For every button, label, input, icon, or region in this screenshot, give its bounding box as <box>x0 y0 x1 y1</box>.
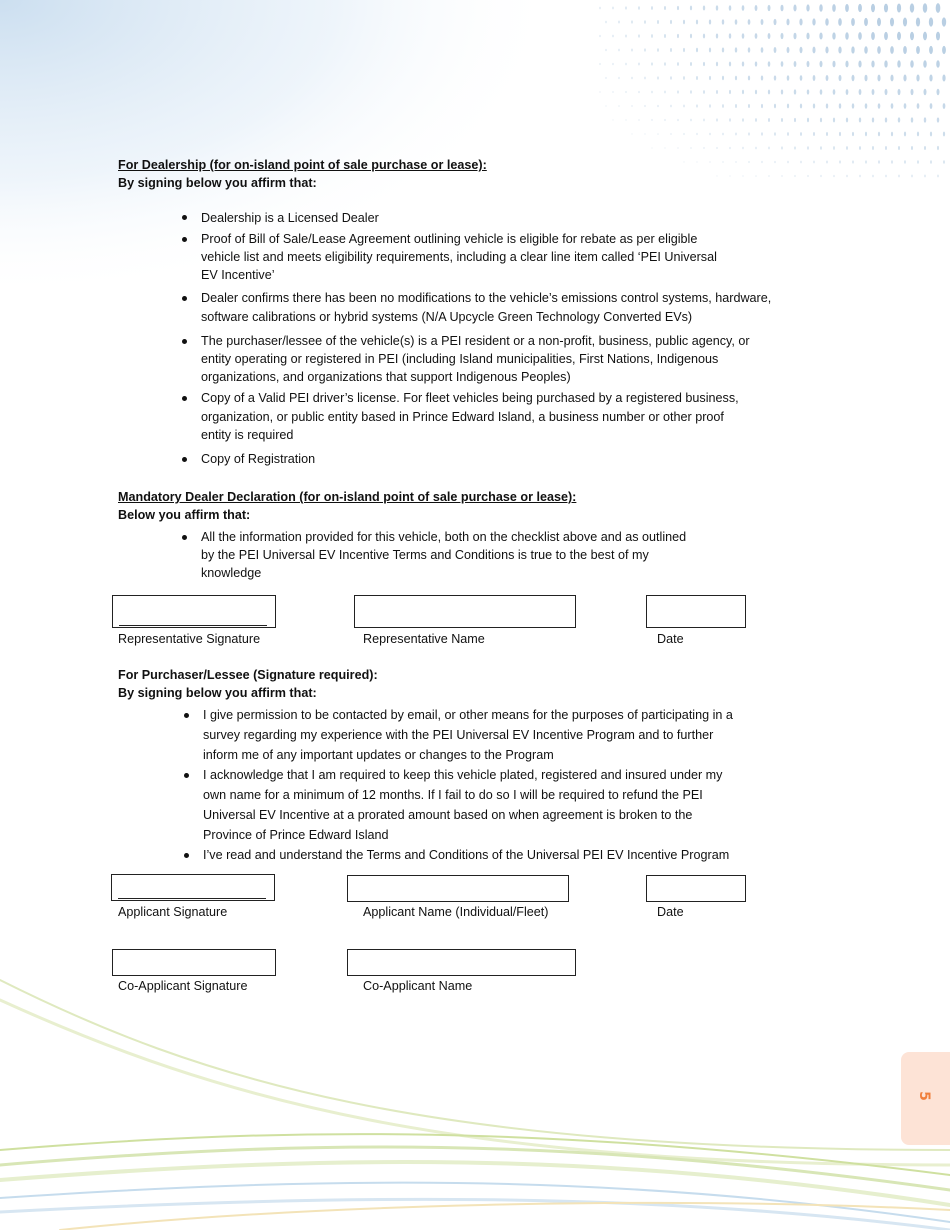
list-item: organization, or public entity based in Prince Edward Island, a business number or other proof <box>201 410 724 424</box>
list-item: own name for a minimum of 12 months. If I fail to do so I will be required to refund the PEI <box>203 788 703 802</box>
co-applicant-signature-field[interactable] <box>112 949 276 976</box>
list-item: inform me of any important updates or changes to the Program <box>203 748 554 762</box>
list-item: Universal EV Incentive at a prorated amount based on when agreement is broken to the <box>203 808 693 822</box>
list-item: knowledge <box>201 566 262 580</box>
representative-date-field[interactable] <box>646 595 746 628</box>
list-item: Copy of Registration <box>201 452 316 466</box>
list-item: entity operating or registered in PEI (including Island municipalities, First Nations, Indigenous <box>201 352 719 366</box>
dealership-affirm: By signing below you affirm that: <box>118 176 317 190</box>
list-item: I acknowledge that I am required to keep this vehicle plated, registered and insured under my <box>203 768 723 782</box>
representative-date-label: Date <box>657 632 684 646</box>
bullet <box>184 713 189 718</box>
declaration-heading: Mandatory Dealer Declaration (for on-island point of sale purchase or lease): <box>118 490 577 504</box>
list-item: I give permission to be contacted by email, or other means for the purposes of participating in a <box>203 708 733 722</box>
applicant-date-label: Date <box>657 905 684 919</box>
list-item: Copy of a Valid PEI driver’s license. For fleet vehicles being purchased by a registered business, <box>201 391 739 405</box>
bullet <box>182 396 187 401</box>
applicant-name-label: Applicant Name (Individual/Fleet) <box>363 905 549 919</box>
list-item: Dealership is a Licensed Dealer <box>201 211 379 225</box>
applicant-signature-field[interactable] <box>111 874 275 901</box>
page-number-tab <box>901 1052 950 1145</box>
list-item: Province of Prince Edward Island <box>203 828 389 842</box>
signature-line <box>119 625 267 626</box>
representative-name-label: Representative Name <box>363 632 485 646</box>
bullet <box>182 339 187 344</box>
list-item: EV Incentive’ <box>201 268 275 282</box>
page-number: 5 <box>915 1091 932 1101</box>
bullet <box>182 296 187 301</box>
representative-signature-label: Representative Signature <box>118 632 261 646</box>
list-item: All the information provided for this vehicle, both on the checklist above and as outlined <box>201 530 687 544</box>
signature-line <box>118 898 266 899</box>
applicant-date-field[interactable] <box>646 875 746 902</box>
bullet <box>182 457 187 462</box>
bullet <box>184 853 189 858</box>
list-item: vehicle list and meets eligibility requirements, including a clear line item called ‘PEI Universal <box>201 250 717 264</box>
co-applicant-signature-label: Co-Applicant Signature <box>118 979 248 993</box>
list-item: Proof of Bill of Sale/Lease Agreement outlining vehicle is eligible for rebate as per eligible <box>201 232 698 246</box>
purchaser-affirm: By signing below you affirm that: <box>118 686 317 700</box>
purchaser-heading: For Purchaser/Lessee (Signature required): <box>118 668 378 682</box>
list-item: survey regarding my experience with the PEI Universal EV Incentive Program and to further <box>203 728 714 742</box>
bullet <box>182 215 187 220</box>
list-item: software calibrations or hybrid systems (N/A Upcycle Green Technology Converted EVs) <box>201 310 693 324</box>
list-item: by the PEI Universal EV Incentive Terms and Conditions is true to the best of my <box>201 548 649 562</box>
applicant-signature-label: Applicant Signature <box>118 905 228 919</box>
applicant-name-field[interactable] <box>347 875 569 902</box>
declaration-affirm: Below you affirm that: <box>118 508 251 522</box>
list-item: entity is required <box>201 428 294 442</box>
co-applicant-name-label: Co-Applicant Name <box>363 979 473 993</box>
representative-name-field[interactable] <box>354 595 576 628</box>
co-applicant-name-field[interactable] <box>347 949 576 976</box>
bullet <box>184 773 189 778</box>
list-item: I’ve read and understand the Terms and Conditions of the Universal PEI EV Incentive Program <box>203 848 730 862</box>
list-item: Dealer confirms there has been no modifications to the vehicle’s emissions control systems, hardware, <box>201 291 772 305</box>
bullet <box>182 535 187 540</box>
list-item: The purchaser/lessee of the vehicle(s) is a PEI resident or a non-profit, business, public agency, or <box>201 334 750 348</box>
list-item: organizations, and organizations that support Indigenous Peoples) <box>201 370 571 384</box>
bullet <box>182 237 187 242</box>
representative-signature-field[interactable] <box>112 595 276 628</box>
dealership-heading: For Dealership (for on-island point of sale purchase or lease): <box>118 158 487 172</box>
